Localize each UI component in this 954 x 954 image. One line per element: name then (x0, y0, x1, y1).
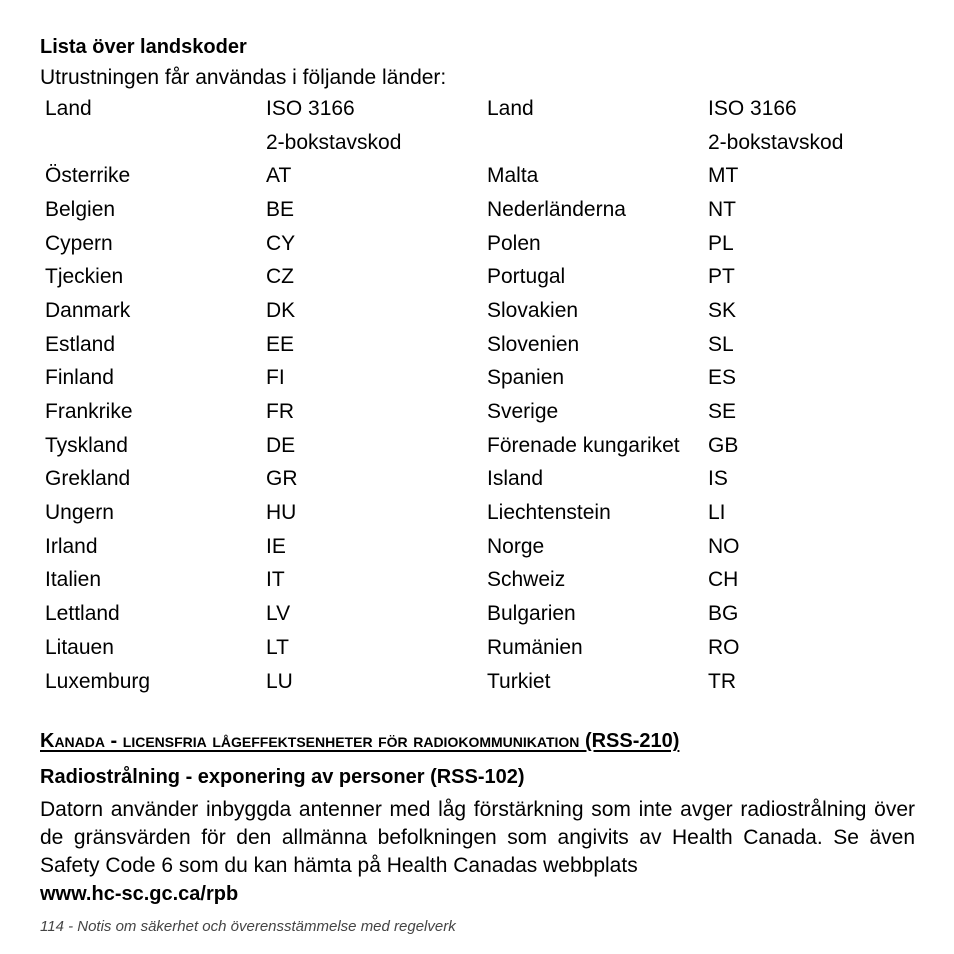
table-row (40, 631, 908, 665)
table-cell (40, 126, 261, 160)
table-cell: Rumänien (487, 635, 583, 659)
table-row (40, 429, 908, 463)
table-cell: Slovakien (487, 298, 579, 322)
table-cell: HU (266, 501, 297, 525)
table-cell: 2-bokstavskod (708, 130, 844, 154)
table-cell: Belgien (45, 197, 116, 221)
table-header-row (40, 126, 908, 160)
table-cell: IT (266, 568, 285, 592)
table-cell: CH (708, 568, 739, 592)
table-cell: Luxemburg (45, 669, 151, 693)
table-cell: Frankrike (45, 400, 133, 424)
table-cell: Italien (45, 568, 102, 592)
table-cell: LT (266, 635, 289, 659)
table-row (40, 362, 908, 396)
table-row (40, 294, 908, 328)
section-heading: Kanada - licensfria lågeffektsenheter för radiokommunikation (RSS-210) (40, 730, 680, 753)
table-cell: FR (266, 400, 294, 424)
table-cell: Estland (45, 332, 116, 356)
table-cell: PT (708, 265, 735, 289)
table-cell: GB (708, 433, 739, 457)
table-cell: Land (487, 96, 534, 120)
table-cell: SL (708, 332, 734, 356)
section-subheading: Radiostrålning - exponering av personer (RSS-102) (40, 766, 525, 789)
section-body-text: Datorn använder inbyggda antenner med låg förstärkning som inte avger radiostrålning över de gränsvärden för den allmänna befolkningen som angivits av Health Canada. Se även Safety Code 6 som du kan hämta på Health Canadas webbplats (40, 798, 915, 878)
table-cell: CZ (266, 265, 294, 289)
table-cell (482, 126, 703, 160)
table-cell: LI (708, 501, 726, 525)
table-cell: Finland (45, 366, 114, 390)
table-cell: AT (266, 164, 292, 188)
table-cell: Liechtenstein (487, 501, 611, 525)
table-cell: NT (708, 197, 736, 221)
table-cell: ISO 3166 (708, 96, 797, 120)
table-cell: Litauen (45, 635, 114, 659)
table-row (40, 665, 908, 699)
table-row (40, 159, 908, 193)
table-row (40, 463, 908, 497)
table-cell: BG (708, 602, 739, 626)
table-cell: SE (708, 400, 737, 424)
table-row (40, 597, 908, 631)
table-cell: Danmark (45, 298, 131, 322)
table-cell: Schweiz (487, 568, 566, 592)
table-row (40, 530, 908, 564)
table-cell: IE (266, 534, 286, 558)
country-code-table (40, 92, 908, 698)
table-cell: Tyskland (45, 433, 128, 457)
table-cell: PL (708, 231, 734, 255)
table-cell: Spanien (487, 366, 565, 390)
table-cell: BE (266, 197, 295, 221)
table-cell: Turkiet (487, 669, 551, 693)
table-row (40, 193, 908, 227)
table-row (40, 328, 908, 362)
table-cell: Island (487, 467, 544, 491)
table-cell: Bulgarien (487, 602, 576, 626)
table-cell: CY (266, 231, 296, 255)
table-row (40, 227, 908, 261)
table-row (40, 395, 908, 429)
intro-text: Utrustningen får användas i följande länder: (40, 66, 447, 89)
page-footer: 114 - Notis om säkerhet och överensstämmelse med regelverk (40, 918, 456, 935)
table-cell: 2-bokstavskod (266, 130, 402, 154)
section-body (40, 796, 915, 908)
table-cell: Tjeckien (45, 265, 124, 289)
table-cell: RO (708, 635, 740, 659)
table-cell: ISO 3166 (266, 96, 355, 120)
table-cell: Irland (45, 534, 98, 558)
table-cell: IS (708, 467, 728, 491)
table-cell: Nederländerna (487, 197, 626, 221)
table-cell: Förenade kungariket (487, 433, 680, 457)
table-cell: Österrike (45, 164, 131, 188)
table-row (40, 564, 908, 598)
health-canada-link[interactable]: www.hc-sc.gc.ca/rpb (40, 883, 239, 906)
table-cell: DK (266, 298, 296, 322)
table-row (40, 496, 908, 530)
table-cell: Land (45, 96, 92, 120)
page-title: Lista över landskoder (40, 36, 247, 58)
table-cell: LV (266, 602, 291, 626)
table-cell: Grekland (45, 467, 131, 491)
table-cell: FI (266, 366, 285, 390)
table-cell: MT (708, 164, 739, 188)
table-cell: Cypern (45, 231, 113, 255)
table-cell: TR (708, 669, 736, 693)
table-cell: Ungern (45, 501, 114, 525)
table-cell: LU (266, 669, 293, 693)
table-cell: Norge (487, 534, 545, 558)
table-cell: Sverige (487, 400, 559, 424)
table-cell: DE (266, 433, 296, 457)
table-cell: GR (266, 467, 298, 491)
table-cell: Portugal (487, 265, 566, 289)
table-cell: SK (708, 298, 737, 322)
table-header-row (40, 92, 908, 126)
table-cell: Polen (487, 231, 541, 255)
table-cell: ES (708, 366, 737, 390)
table-cell: EE (266, 332, 295, 356)
document-page (40, 34, 915, 908)
table-cell: NO (708, 534, 740, 558)
table-cell: Malta (487, 164, 539, 188)
table-row (40, 260, 908, 294)
table-cell: Lettland (45, 602, 120, 626)
table-cell: Slovenien (487, 332, 580, 356)
